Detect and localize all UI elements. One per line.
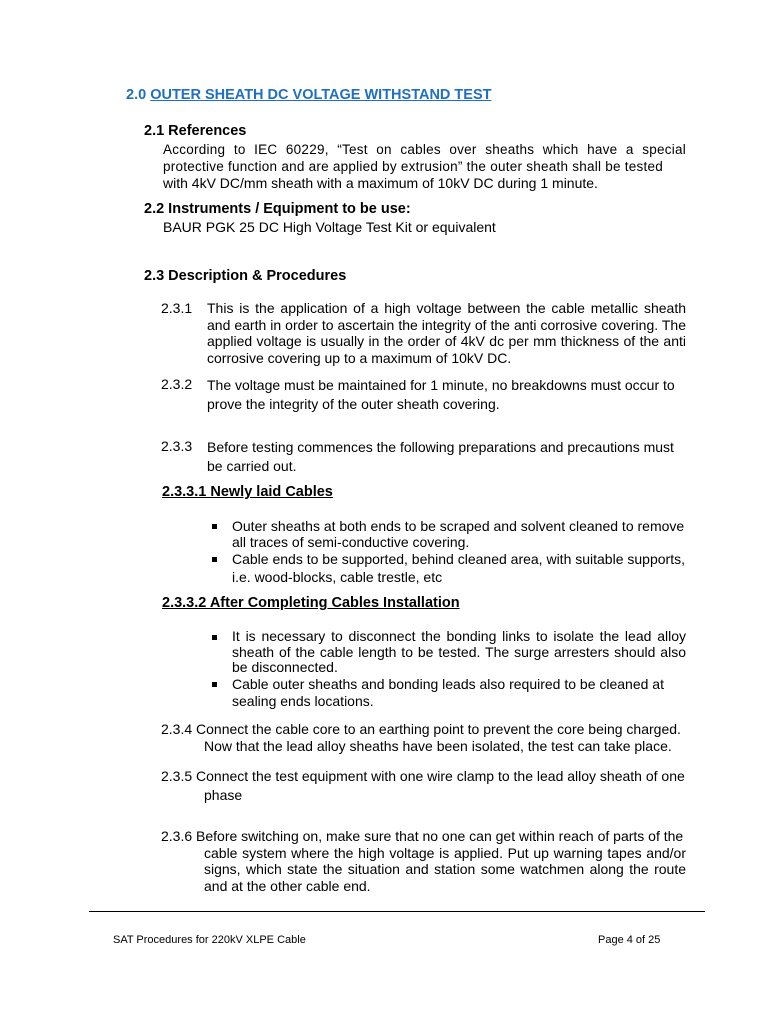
newly-laid-list [212, 518, 686, 586]
description-heading: 2.3 Description & Procedures [144, 268, 347, 284]
footer-rule [89, 911, 705, 912]
step-item [161, 767, 686, 805]
list-item [212, 676, 686, 710]
procedure-number: 2.3.3 [161, 438, 193, 454]
step-first-line: 2.3.4 Connect the cable core to an earthing point to prevent the core being charged. [161, 721, 681, 737]
bullet-square-icon [212, 635, 217, 640]
procedure-number: 2.3.2 [161, 376, 193, 392]
list-item-text: Outer sheaths at both ends to be scraped and solvent cleaned to remove all traces of semi-conductive covering. [232, 518, 685, 550]
list-item-text: It is necessary to disconnect the bonding links to isolate the lead alloy sheath of the cable length to be tested. The surge arresters should also be disconnected. [232, 628, 686, 675]
step-item [161, 828, 686, 894]
procedure-item [161, 376, 686, 416]
after-install-heading: 2.3.3.2 After Completing Cables Installation [162, 595, 460, 611]
procedure-item [161, 438, 686, 478]
list-item [212, 518, 686, 550]
procedure-number: 2.3.1 [161, 300, 193, 316]
bullet-square-icon [212, 524, 217, 529]
instruments-text: BAUR PGK 25 DC High Voltage Test Kit or equivalent [163, 219, 496, 235]
after-install-list [212, 629, 686, 710]
list-item-text: Cable outer sheaths and bonding leads also required to be cleaned at sealing ends locations. [232, 675, 664, 709]
list-item-text: Cable ends to be supported, behind cleaned area, with suitable supports, i.e. wood-blocks, cable trestle, etc [232, 551, 685, 585]
references-text: According to IEC 60229, “Test on cables over sheaths which have a special protective function and are applied by extrusion” the outer sheath shall be tested [163, 142, 686, 174]
instruments-heading: 2.2 Instruments / Equipment to be use: [144, 201, 411, 217]
step-first-line: 2.3.5 Connect the test equipment with one wire clamp to the lead alloy sheath of one [161, 768, 685, 784]
list-item [212, 551, 686, 586]
step-item [161, 721, 686, 754]
procedure-text: The voltage must be maintained for 1 minute, no breakdowns must occur to prove the integrity of the outer sheath covering. [207, 377, 675, 412]
section-title: OUTER SHEATH DC VOLTAGE WITHSTAND TEST [150, 87, 492, 103]
newly-laid-heading: 2.3.3.1 Newly laid Cables [162, 484, 333, 500]
section-heading [126, 87, 491, 103]
references-text-line3: with 4kV DC/mm sheath with a maximum of 10kV DC during 1 minute. [163, 175, 598, 191]
list-item [212, 629, 686, 676]
step-first-line: 2.3.6 Before switching on, make sure that no one can get within reach of parts of the [161, 828, 684, 844]
procedure-text: This is the application of a high voltage between the cable metallic sheath and earth in order to ascertain the integrity of the anti corrosive covering. The applied voltage is usually in the order of 4kV dc per mm thickness of the anti corrosive covering up to a maximum of 10kV DC. [207, 300, 686, 366]
footer-page-number: Page 4 of 25 [598, 934, 661, 946]
procedure-text: Before testing commences the following preparations and precautions must be carried out. [207, 439, 674, 474]
references-heading: 2.1 References [144, 123, 247, 139]
bullet-square-icon [212, 557, 217, 562]
step-continuation: Now that the lead alloy sheaths have been isolated, the test can take place. [204, 737, 672, 754]
procedure-item [161, 300, 686, 370]
step-continuation: cable system where the high voltage is applied. Put up warning tapes and/or signs, which state the situation and station some watchmen along the route and at the other cable end. [204, 844, 686, 894]
step-continuation: phase [204, 787, 243, 803]
footer-document-title: SAT Procedures for 220kV XLPE Cable [113, 934, 306, 946]
section-number: 2.0 [126, 87, 147, 103]
bullet-square-icon [212, 682, 217, 687]
